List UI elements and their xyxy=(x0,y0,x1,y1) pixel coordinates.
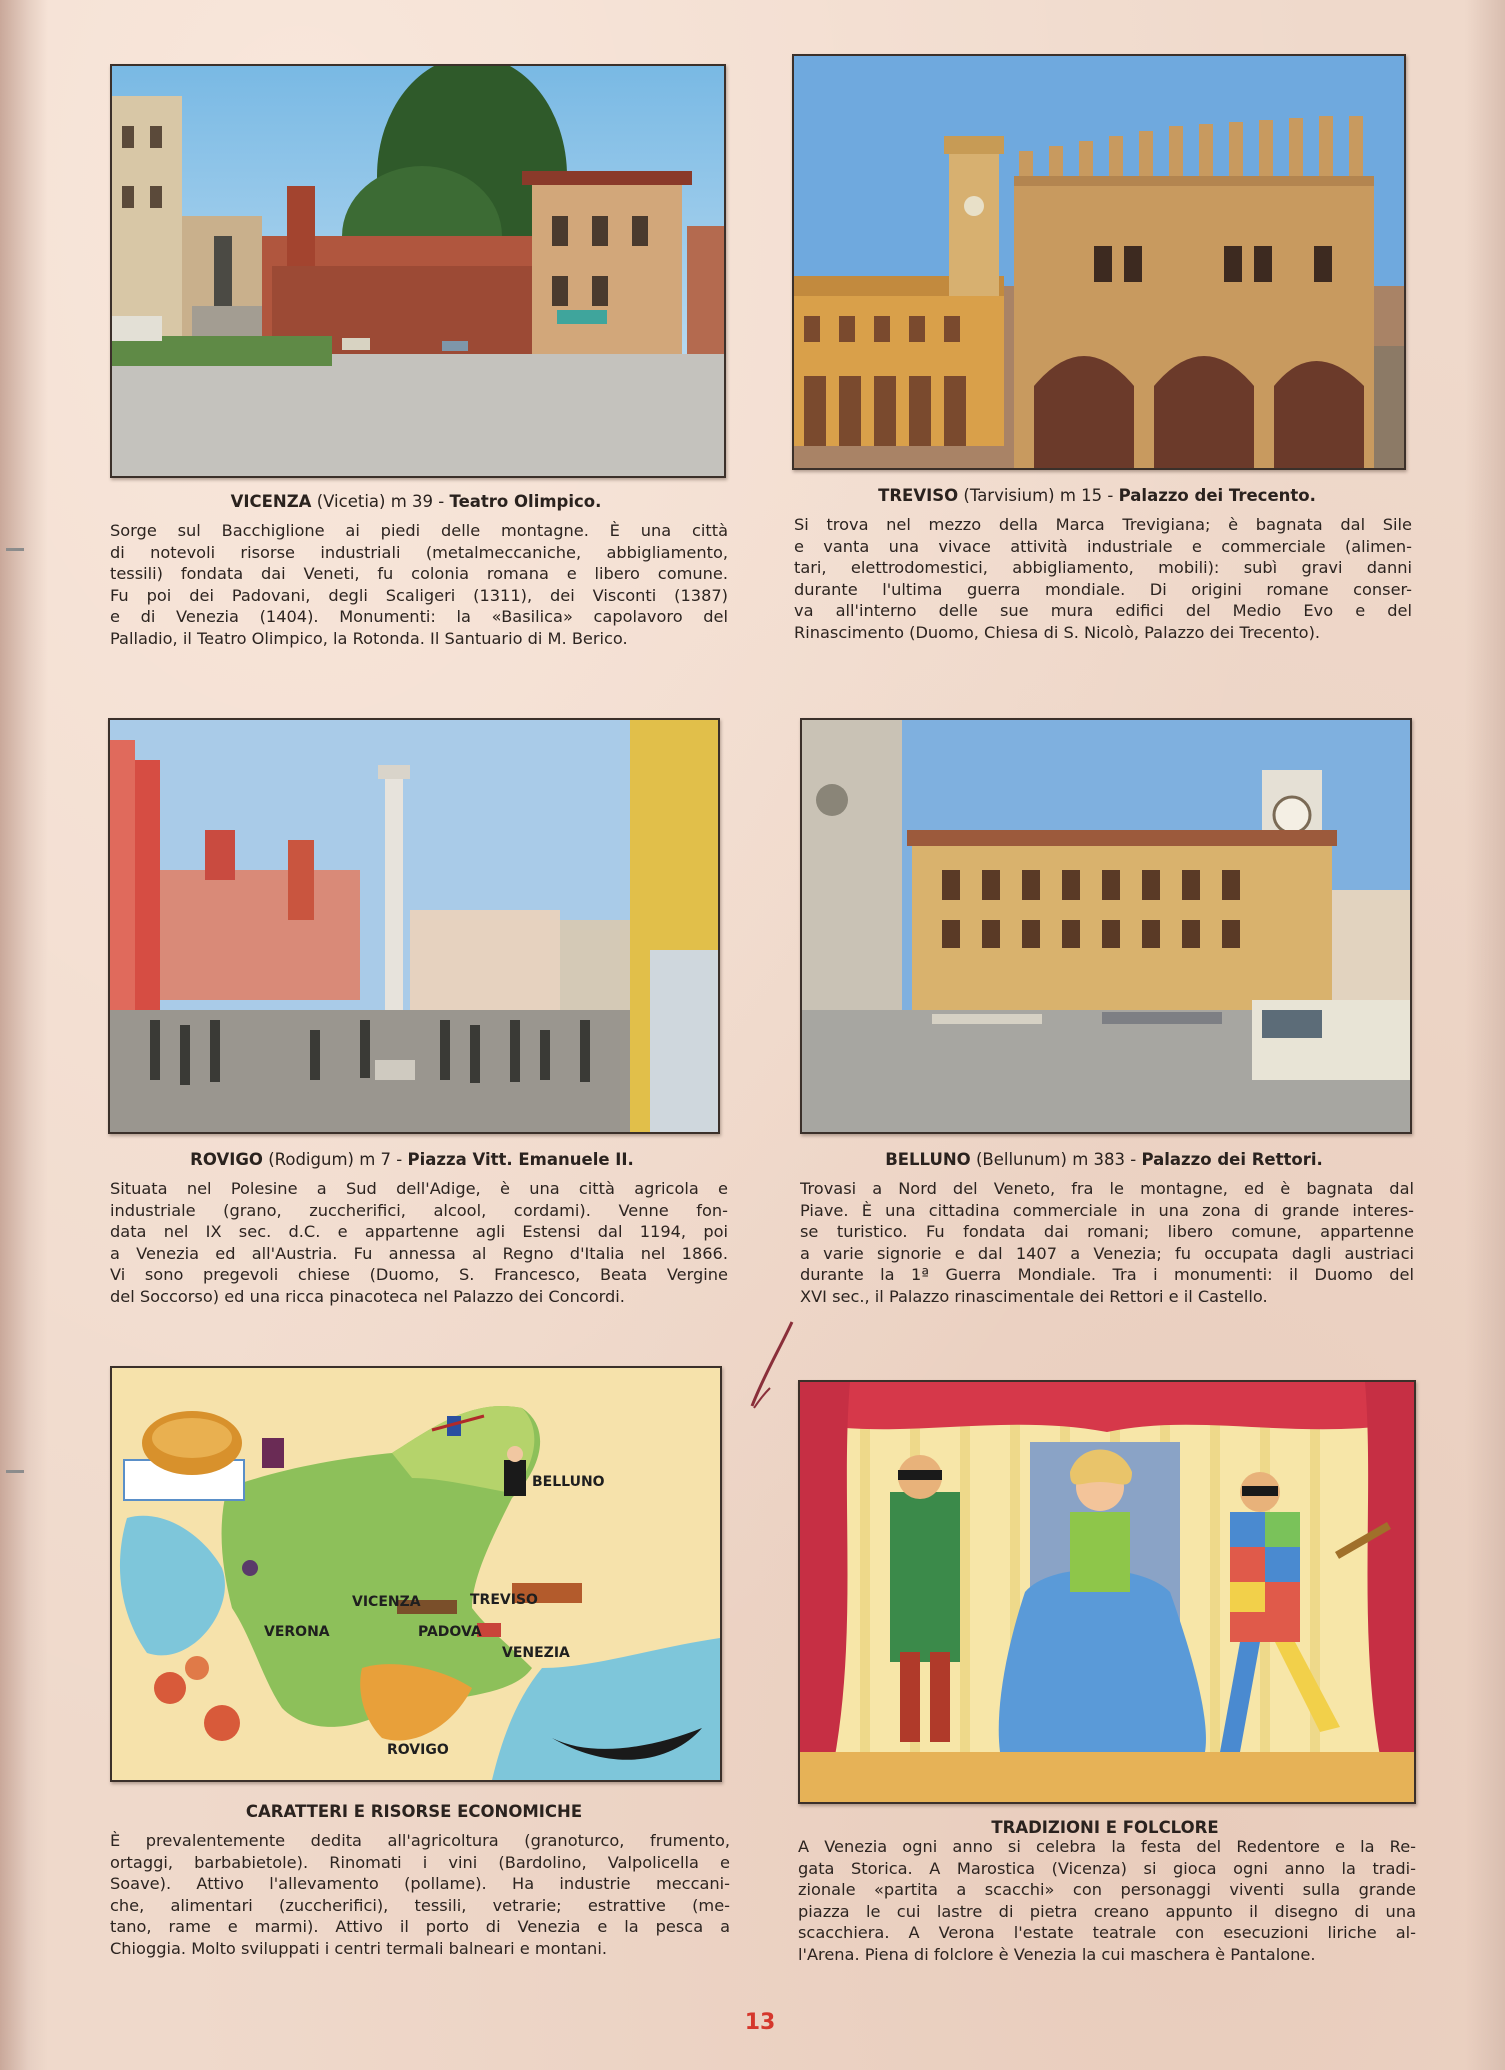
text-line: durante la 1ª Guerra Mondiale. Tra i monumenti: il Duomo del xyxy=(800,1265,1414,1285)
treviso-title xyxy=(792,486,1402,505)
city-name: BELLUNO xyxy=(885,1150,971,1169)
map-label-verona: VERONA xyxy=(264,1624,330,1640)
text-line: ortaggi, barbabietole). Rinomati i vini (Bardolino, Valpolicella e xyxy=(110,1852,730,1872)
latin-name: (Vicetia) xyxy=(316,492,386,511)
text-line: Si trova nel mezzo della Marca Trevigiana; è bagnata dal Sile xyxy=(794,515,1412,534)
map-label-treviso: TREVISO xyxy=(470,1592,538,1608)
text-line: a varie signorie e dal 1407 a Venezia; fu occupata dagli austriaci xyxy=(800,1243,1414,1263)
map-label-padova: PADOVA xyxy=(418,1624,482,1640)
subject: Teatro Olimpico. xyxy=(449,492,602,511)
text-line: Fu poi dei Padovani, degli Scaligeri (1311), dei Visconti (1387) xyxy=(110,585,728,605)
folclore-illustration xyxy=(798,1380,1416,1804)
vicenza-text xyxy=(110,520,728,650)
folclore-title: TRADIZIONI E FOLCLORE xyxy=(991,1818,1219,1837)
altitude: m 7 xyxy=(359,1150,392,1169)
city-name: VICENZA xyxy=(230,492,312,511)
economia-text xyxy=(110,1830,730,1960)
rovigo-title xyxy=(108,1150,716,1169)
veneto-map xyxy=(110,1366,722,1782)
text-line: durante l'ultima guerra mondiale. Di origini romane conser- xyxy=(794,579,1412,599)
text-line: e di Venezia (1404). Monumenti: la «Basilica» capolavoro del xyxy=(110,607,728,627)
staple-mark xyxy=(6,1470,24,1473)
vicenza-photo xyxy=(110,64,726,478)
text-line: che, alimentari (zuccherifici), tessili, vetrarie; estrattive (me- xyxy=(110,1895,730,1915)
belluno-text xyxy=(800,1178,1414,1308)
map-label-belluno: BELLUNO xyxy=(532,1474,605,1490)
text-line: Trovasi a Nord del Veneto, fra le montagne, ed è bagnata dal xyxy=(800,1179,1414,1198)
text-line: se turistico. Fu fondata dai romani; libero comune, appartenne xyxy=(800,1222,1414,1242)
text-line: tano, rame e marmi). Attivo il porto di Venezia e la pesca a xyxy=(110,1917,730,1937)
economia-title: CARATTERI E RISORSE ECONOMICHE xyxy=(245,1802,583,1821)
belluno-photo xyxy=(800,718,1412,1134)
text-line: XVI sec., il Palazzo rinascimentale dei Rettori e il Castello. xyxy=(800,1286,1268,1306)
text-line: Chioggia. Molto sviluppati i centri termali balneari e montani. xyxy=(110,1938,607,1958)
altitude: m 383 xyxy=(1072,1150,1125,1169)
altitude: m 39 xyxy=(390,492,434,511)
text-line: Sorge sul Bacchiglione ai piedi delle montagne. È una città xyxy=(110,521,728,540)
page-number: 13 xyxy=(744,2010,776,2035)
vicenza-title xyxy=(110,492,722,511)
text-line: tari, elettrodomestici, abbigliamento, mobili): subì gravi danni xyxy=(794,558,1412,578)
folclore-text xyxy=(798,1836,1416,1966)
page-edge xyxy=(1465,0,1505,2070)
text-line: data nel IX sec. d.C. e appartenne agli Estensi dal 1194, poi xyxy=(110,1222,728,1242)
separator: - xyxy=(1130,1150,1137,1169)
pen-mark xyxy=(740,1318,800,1418)
text-line: di notevoli risorse industriali (metalmeccaniche, abbigliamento, xyxy=(110,542,728,562)
subject: Piazza Vitt. Emanuele II. xyxy=(407,1150,634,1169)
separator: - xyxy=(396,1150,403,1169)
map-label-venezia: VENEZIA xyxy=(502,1645,570,1661)
text-line: Piave. È una cittadina commerciale in una zona di grande interes- xyxy=(800,1200,1414,1220)
city-name: TREVISO xyxy=(878,486,959,505)
text-line: piazza le cui lastre di pietra creano appunto il disegno di una xyxy=(798,1901,1416,1921)
text-line: va all'interno delle sue mura edifici del Medio Evo e del xyxy=(794,601,1412,621)
text-line: del Soccorso) ed una ricca pinacoteca nel Palazzo dei Concordi. xyxy=(110,1286,625,1306)
subject: Palazzo dei Rettori. xyxy=(1141,1150,1323,1169)
text-line: Palladio, il Teatro Olimpico, la Rotonda. Il Santuario di M. Berico. xyxy=(110,628,628,648)
text-line: Vi sono pregevoli chiese (Duomo, S. Francesco, Beata Vergine xyxy=(110,1265,728,1285)
binding-spine xyxy=(0,0,48,2070)
text-line: Situata nel Polesine a Sud dell'Adige, è una città agricola e xyxy=(110,1179,728,1198)
text-line: A Venezia ogni anno si celebra la festa del Redentore e la Re- xyxy=(798,1837,1416,1856)
text-line: gata Storica. A Marostica (Vicenza) si gioca ogni anno la tradi- xyxy=(798,1858,1416,1878)
map-label-rovigo: ROVIGO xyxy=(387,1742,449,1758)
rovigo-text xyxy=(110,1178,728,1308)
text-line: tessili) fondata dai Veneti, fu colonia romana e libero comune. xyxy=(110,564,728,584)
staple-mark xyxy=(6,548,24,551)
latin-name: (Bellunum) xyxy=(975,1150,1067,1169)
text-line: Rinascimento (Duomo, Chiesa di S. Nicolò, Palazzo dei Trecento). xyxy=(794,622,1321,642)
latin-name: (Tarvisium) xyxy=(963,486,1055,505)
rovigo-photo xyxy=(108,718,720,1134)
separator: - xyxy=(438,492,445,511)
text-line: Soave). Attivo l'allevamento (pollame). Ha industrie meccani- xyxy=(110,1874,730,1894)
map-label-vicenza: VICENZA xyxy=(352,1594,421,1610)
text-line: zionale «partita a scacchi» con personaggi viventi sulla grande xyxy=(798,1880,1416,1900)
text-line: l'Arena. Piena di folclore è Venezia la cui maschera è Pantalone. xyxy=(798,1944,1316,1964)
text-line: scacchiera. A Verona l'estate teatrale con esecuzioni liriche al- xyxy=(798,1923,1416,1943)
belluno-title xyxy=(800,1150,1408,1169)
treviso-text xyxy=(794,514,1412,644)
altitude: m 15 xyxy=(1059,486,1103,505)
text-line: È prevalentemente dedita all'agricoltura (granoturco, frumento, xyxy=(110,1831,730,1850)
separator: - xyxy=(1107,486,1114,505)
treviso-photo xyxy=(792,54,1406,470)
text-line: industriale (grano, zuccherifici, alcool, cordami). Venne fon- xyxy=(110,1200,728,1220)
latin-name: (Rodigum) xyxy=(268,1150,354,1169)
subject: Palazzo dei Trecento. xyxy=(1118,486,1316,505)
text-line: e vanta una vivace attività industriale e commerciale (alimen- xyxy=(794,536,1412,556)
text-line: a Venezia ed all'Austria. Fu annessa al Regno d'Italia nel 1866. xyxy=(110,1243,728,1263)
city-name: ROVIGO xyxy=(190,1150,263,1169)
